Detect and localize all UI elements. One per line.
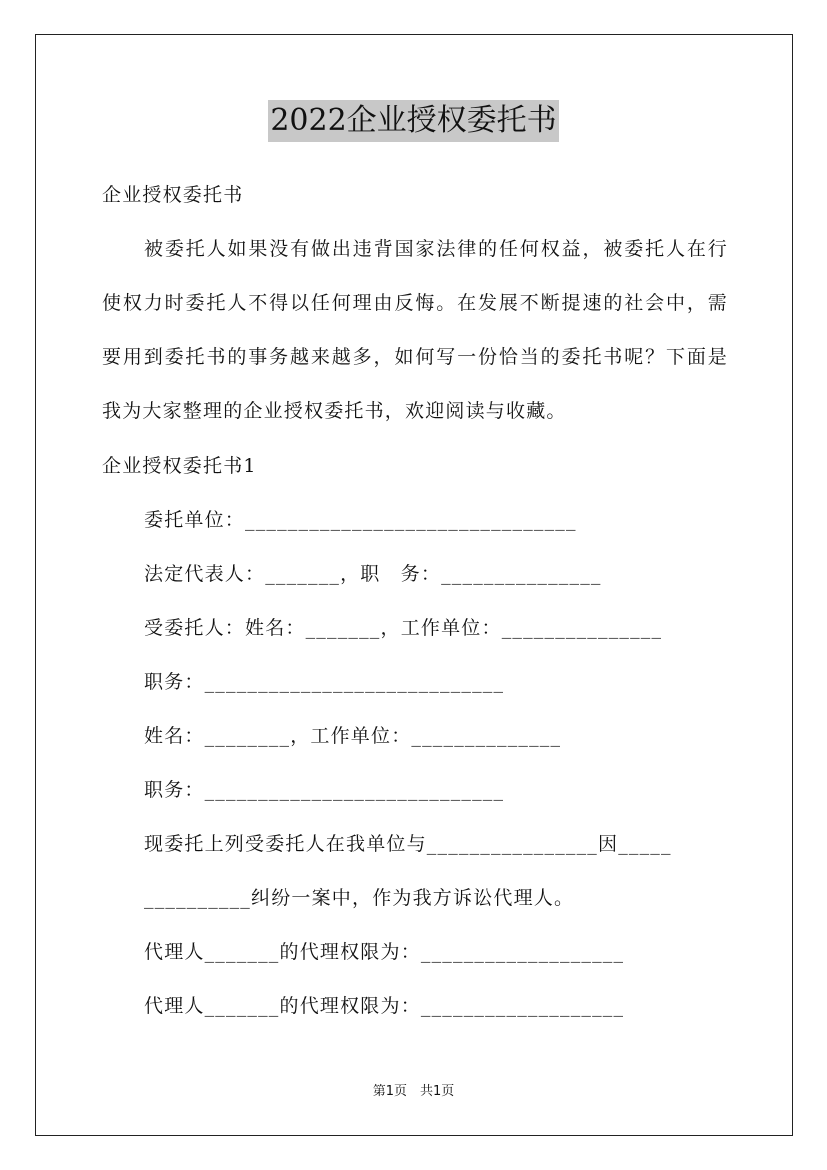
field-second-position: 职务：____________________________: [144, 779, 505, 801]
field-legal-representative: 法定代表人：_______，职 务：_______________: [144, 563, 602, 585]
field-entrustment-statement: 现委托上列受委托人在我单位与________________因_____: [144, 833, 672, 855]
document-subtitle: 企业授权委托书: [102, 184, 244, 206]
field-agent-authority-1: 代理人_______的代理权限为：___________________: [144, 941, 625, 963]
field-dispute-statement: __________纠纷一案中，作为我方诉讼代理人。: [144, 887, 575, 909]
field-trustee-name-unit: 受委托人：姓名：_______，工作单位：_______________: [144, 617, 663, 639]
intro-paragraph: 被委托人如果没有做出违背国家法律的任何权益，被委托人在行使权力时委托人不得以任何理由反悔。在发展不断提速的社会中，需要用到委托书的事务越来越多，如何写一份恰当的委托书呢？下面是我为大家整理的企业授权委托书，欢迎阅读与收藏。: [102, 238, 728, 422]
title-container: [0, 100, 827, 142]
section-heading: 企业授权委托书1: [102, 455, 257, 477]
field-trustee-position: 职务：____________________________: [144, 671, 505, 693]
field-entrusting-unit: 委托单位：_______________________________: [144, 509, 577, 531]
document-title: 2022企业授权委托书: [268, 100, 558, 142]
field-agent-authority-2: 代理人_______的代理权限为：___________________: [144, 995, 625, 1017]
field-second-name-unit: 姓名：________，工作单位：______________: [144, 725, 562, 747]
page-footer: 第1页 共1页: [372, 1084, 455, 1099]
